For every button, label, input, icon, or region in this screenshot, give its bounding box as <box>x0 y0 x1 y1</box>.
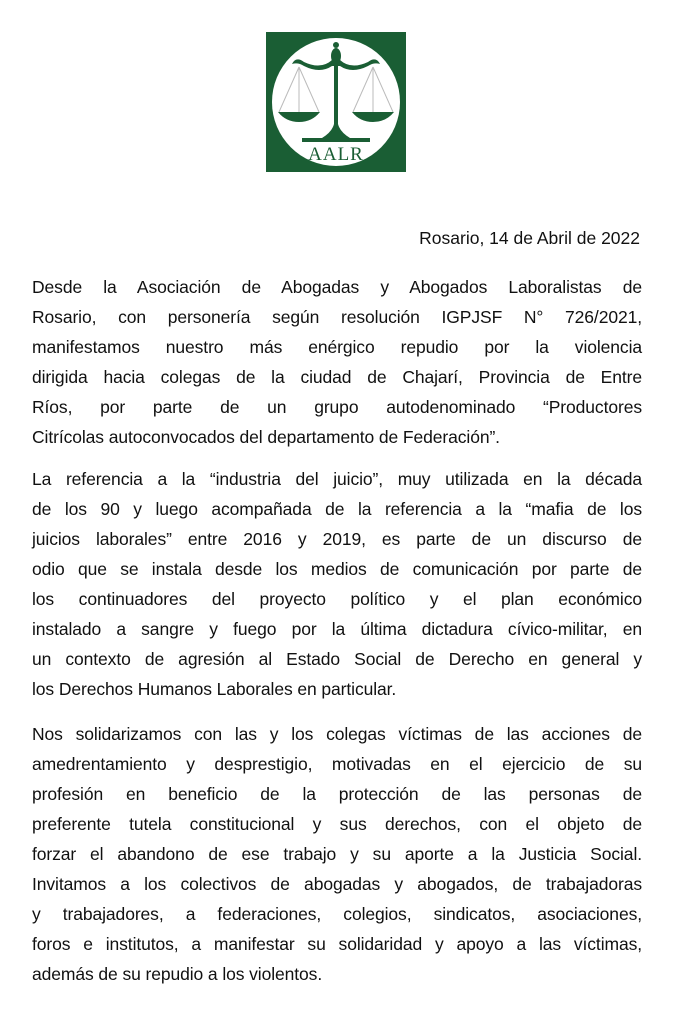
text-line: los continuadores del proyecto político y el plan económico <box>32 589 642 609</box>
text-line: los Derechos Humanos Laborales en particular. <box>32 679 397 699</box>
text-line: Desde la Asociación de Abogadas y Abogados Laboralistas de <box>32 277 642 297</box>
paragraph-2 <box>32 464 642 704</box>
text-line: odio que se instala desde los medios de comunicación por parte de <box>32 559 642 579</box>
aalr-logo <box>266 32 406 172</box>
document-body <box>32 272 642 1001</box>
svg-text:AALR: AALR <box>308 144 364 165</box>
text-line: además de su repudio a los violentos. <box>32 964 323 984</box>
text-line: de los 90 y luego acompañada de la referencia a la “mafia de los <box>32 499 642 519</box>
document-date: Rosario, 14 de Abril de 2022 <box>419 228 640 248</box>
text-line: foros e institutos, a manifestar su solidaridad y apoyo a las víctimas, <box>32 934 642 954</box>
text-line: manifestamos nuestro más enérgico repudio por la violencia <box>32 337 642 357</box>
text-line: Ríos, por parte de un grupo autodenominado “Productores <box>32 397 642 417</box>
paragraph-1 <box>32 272 642 452</box>
text-line: dirigida hacia colegas de la ciudad de Chajarí, Provincia de Entre <box>32 367 642 387</box>
paragraph-3 <box>32 719 642 989</box>
scales-of-justice-icon <box>266 32 406 172</box>
text-line: instalado a sangre y fuego por la última dictadura cívico-militar, en <box>32 619 642 639</box>
text-line: y trabajadores, a federaciones, colegios, sindicatos, asociaciones, <box>32 904 642 924</box>
text-line: amedrentamiento y desprestigio, motivadas en el ejercicio de su <box>32 754 642 774</box>
text-line: La referencia a la “industria del juicio”, muy utilizada en la década <box>32 469 642 489</box>
text-line: Citrícolas autoconvocados del departamento de Federación”. <box>32 427 500 447</box>
text-line: juicios laborales” entre 2016 y 2019, es parte de un discurso de <box>32 529 642 549</box>
text-line: profesión en beneficio de la protección de las personas de <box>32 784 642 804</box>
text-line: forzar el abandono de ese trabajo y su aporte a la Justicia Social. <box>32 844 642 864</box>
text-line: Nos solidarizamos con las y los colegas víctimas de las acciones de <box>32 724 642 744</box>
text-line: preferente tutela constitucional y sus derechos, con el objeto de <box>32 814 642 834</box>
text-line: Rosario, con personería según resolución IGPJSF N° 726/2021, <box>32 307 642 327</box>
text-line: un contexto de agresión al Estado Social de Derecho en general y <box>32 649 642 669</box>
text-line: Invitamos a los colectivos de abogadas y abogados, de trabajadoras <box>32 874 642 894</box>
